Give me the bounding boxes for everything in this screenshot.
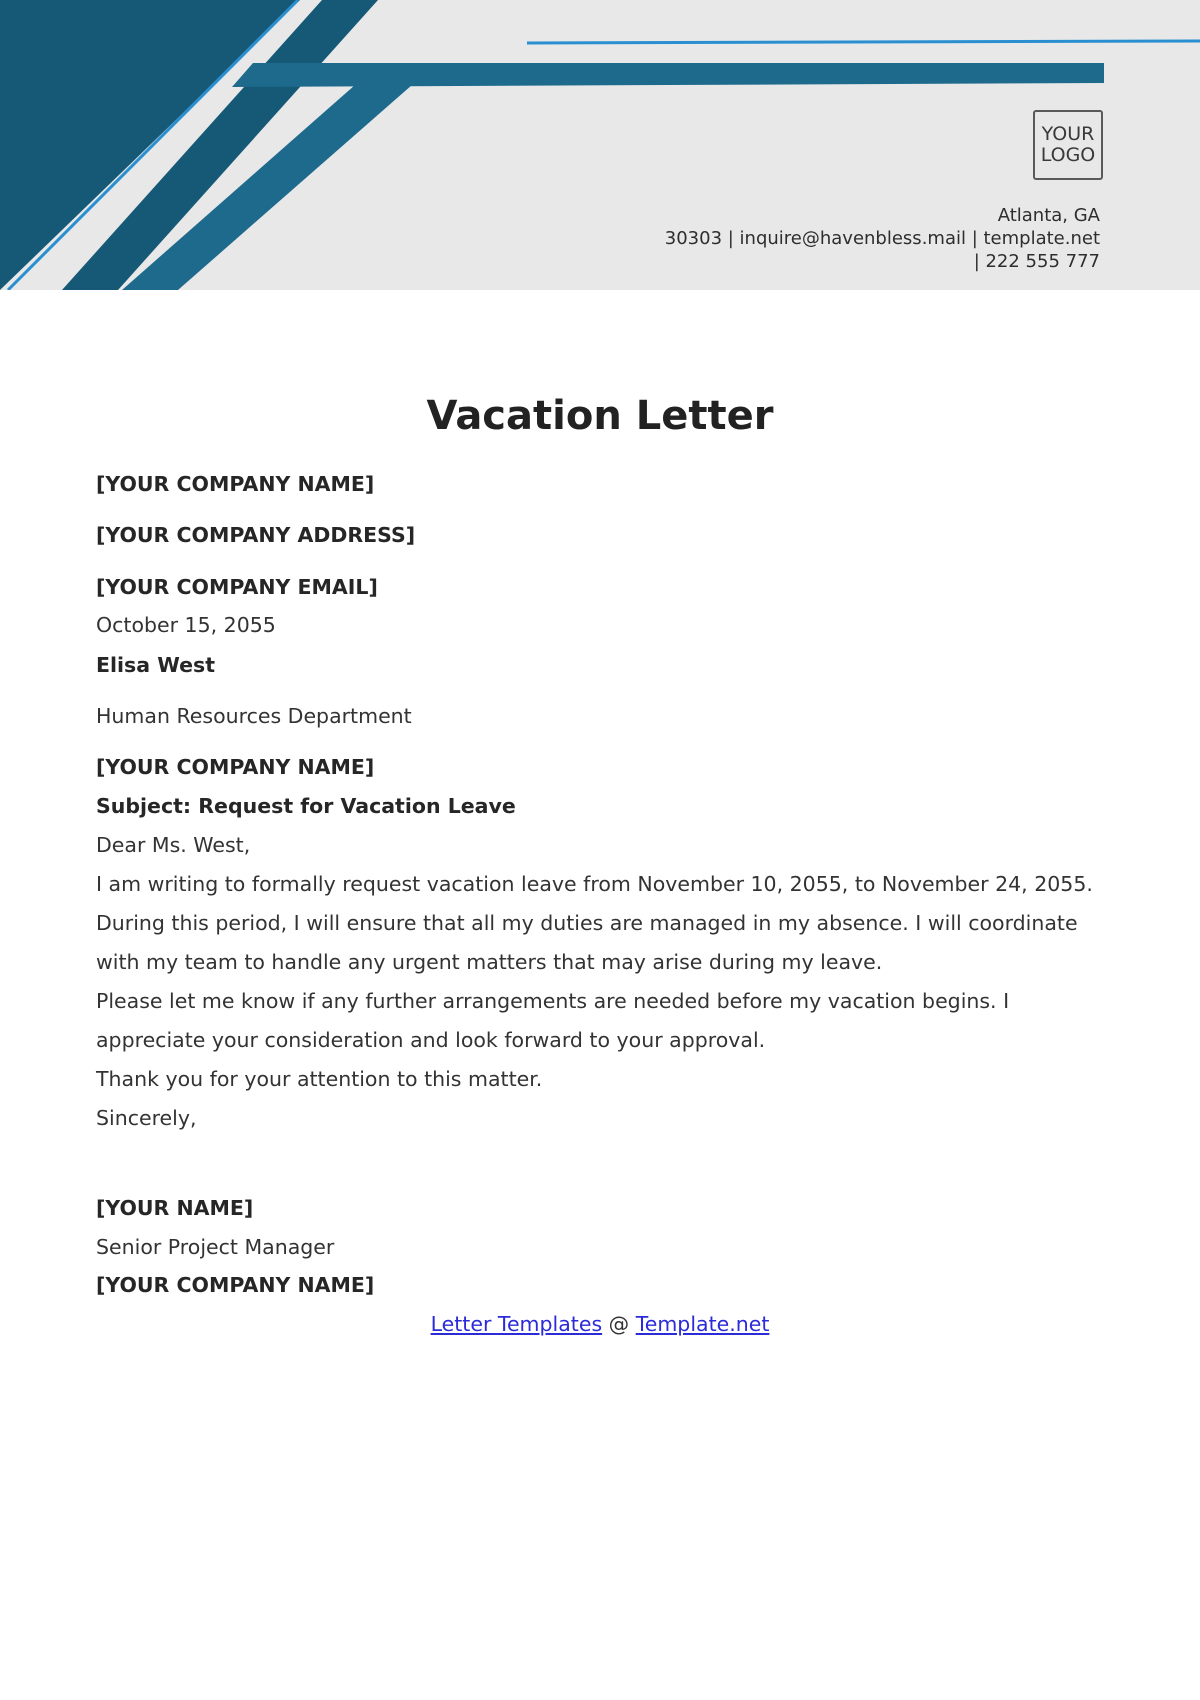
header-horizontal-bar <box>232 63 1104 87</box>
recipient-company: [YOUR COMPANY NAME] <box>96 755 375 779</box>
company-email: [YOUR COMPANY EMAIL] <box>96 575 378 599</box>
letterhead <box>0 0 1200 290</box>
logo-text-line2: LOGO <box>1040 144 1096 166</box>
body-line: appreciate your consideration and look forward to your approval. <box>96 1028 766 1052</box>
body-line: Thank you for your attention to this matter. <box>96 1067 543 1091</box>
company-address: [YOUR COMPANY ADDRESS] <box>96 523 416 547</box>
company-name: [YOUR COMPANY NAME] <box>96 472 375 496</box>
header-thin-line <box>527 41 1200 43</box>
company-logo <box>1033 110 1103 180</box>
contact-details: 30303 | inquire@havenbless.mail | template.net <box>664 228 1100 249</box>
letter-closing: Sincerely, <box>96 1106 197 1130</box>
contact-info <box>665 204 1100 273</box>
contact-city: Atlanta, GA <box>997 205 1100 226</box>
letter-date: October 15, 2055 <box>96 613 276 637</box>
letter-templates-link[interactable]: Letter Templates <box>430 1312 603 1336</box>
sender-title: Senior Project Manager <box>96 1235 335 1259</box>
letter-salutation: Dear Ms. West, <box>96 833 251 857</box>
body-line: with my team to handle any urgent matters that may arise during my leave. <box>96 950 883 974</box>
template-net-link[interactable]: Template.net <box>635 1312 770 1336</box>
footer-separator: @ <box>608 1312 630 1336</box>
letter-subject: Subject: Request for Vacation Leave <box>96 794 516 818</box>
logo-text-line1: YOUR <box>1041 123 1095 145</box>
recipient-department: Human Resources Department <box>96 704 412 728</box>
footer-links <box>0 1312 1200 1336</box>
body-line: Please let me know if any further arrangements are needed before my vacation begins. I <box>96 989 1010 1013</box>
sender-company: [YOUR COMPANY NAME] <box>96 1273 375 1297</box>
contact-phone: | 222 555 777 <box>973 251 1100 272</box>
recipient-name: Elisa West <box>96 653 216 677</box>
body-line: I am writing to formally request vacation leave from November 10, 2055, to November 24, 2055. <box>96 872 1093 896</box>
body-line: During this period, I will ensure that all my duties are managed in my absence. I will coordinate <box>96 911 1078 935</box>
sender-name: [YOUR NAME] <box>96 1196 254 1220</box>
letter-title: Vacation Letter <box>426 393 774 439</box>
